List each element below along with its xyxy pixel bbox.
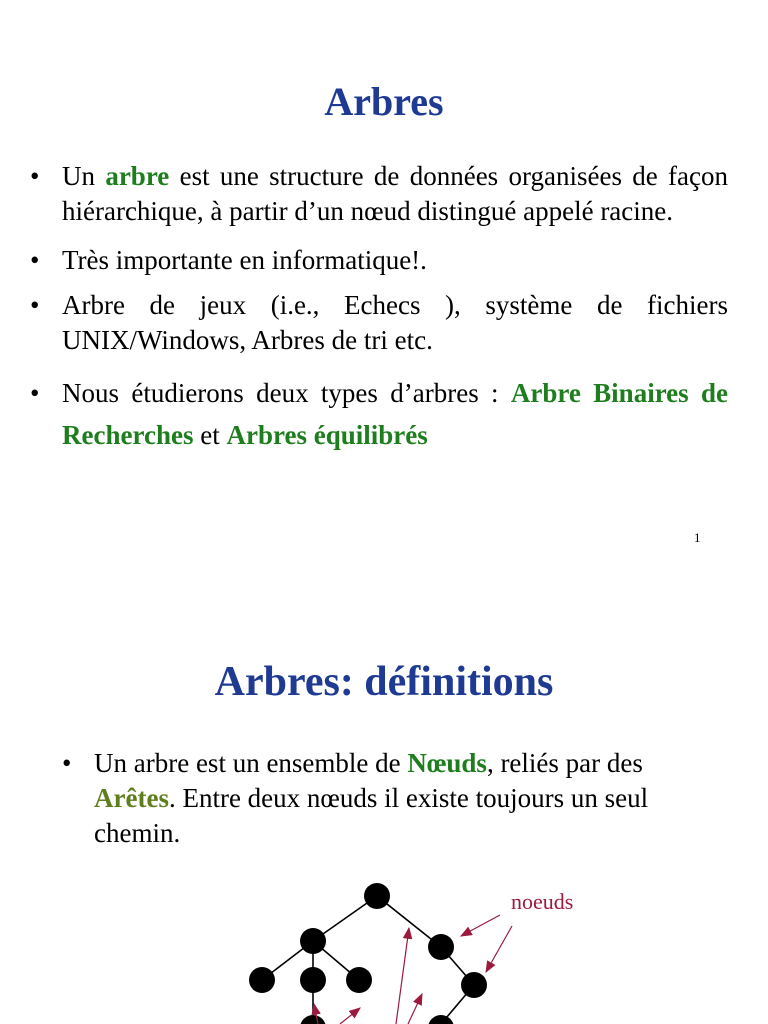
bullet-dot: •: [30, 245, 40, 275]
bullet-dot: •: [62, 748, 72, 778]
slide-1-title: Arbres: [324, 79, 444, 124]
bullet-item: [30, 159, 728, 229]
annotation-arrow: [486, 926, 512, 972]
annotation-arrow: [461, 915, 500, 936]
annotation-arrow: [408, 994, 422, 1024]
slide-2-title: Arbres: définitions: [214, 659, 554, 705]
bullet-text: . Entre deux nœuds il existe toujours un seul chemin.: [94, 783, 649, 848]
bullet-dot: •: [30, 378, 40, 408]
bullet-text: Un arbre est un ensemble de: [94, 748, 408, 778]
tree-node: [300, 928, 326, 954]
annotation-arrow: [396, 928, 409, 1024]
slide-2-bullet-list: [62, 746, 712, 851]
bullet-dot: •: [30, 161, 40, 191]
slide-1-bullet-list: [30, 159, 728, 470]
bullet-text: Nous étudierons deux types d’arbres :: [62, 378, 511, 408]
noeuds-label: noeuds: [511, 889, 574, 914]
annotation-arrow: [340, 1008, 360, 1024]
tree-node: [364, 883, 390, 909]
bullet-text: est une structure de données organisées de façon hiérarchique, à partir d’un nœud distingué appelé racine.: [62, 161, 729, 226]
tree-diagram: [0, 860, 768, 1024]
tree-node: [346, 967, 372, 993]
bullet-item: [62, 746, 712, 851]
term-abr: Arbre Binaires de Recherches: [62, 378, 729, 450]
term-aretes: Arêtes: [94, 783, 169, 813]
tree-node: [428, 934, 454, 960]
tree-node: [249, 967, 275, 993]
tree-node: [300, 1015, 326, 1024]
bullet-text: Arbre de jeux (i.e., Echecs ), système de fichiers UNIX/Windows, Arbres de tri etc.: [62, 290, 728, 355]
bullet-item: [30, 288, 728, 358]
bullet-dot: •: [30, 290, 40, 320]
bullet-text: Très importante en informatique!.: [62, 245, 427, 275]
tree-node: [461, 972, 487, 998]
bullet-text: Un: [62, 161, 106, 191]
page-number: 1: [694, 530, 701, 545]
tree-node: [428, 1015, 454, 1024]
bullet-item: [30, 243, 728, 278]
term-noeuds: Nœuds: [407, 748, 487, 778]
bullet-text: , reliés par des: [486, 748, 643, 778]
tree-node: [300, 967, 326, 993]
term-arbres-equilibres: Arbres équilibrés: [226, 420, 428, 450]
bullet-item: [30, 372, 728, 456]
bullet-text: et: [193, 420, 227, 450]
term-arbre: arbre: [105, 161, 170, 191]
